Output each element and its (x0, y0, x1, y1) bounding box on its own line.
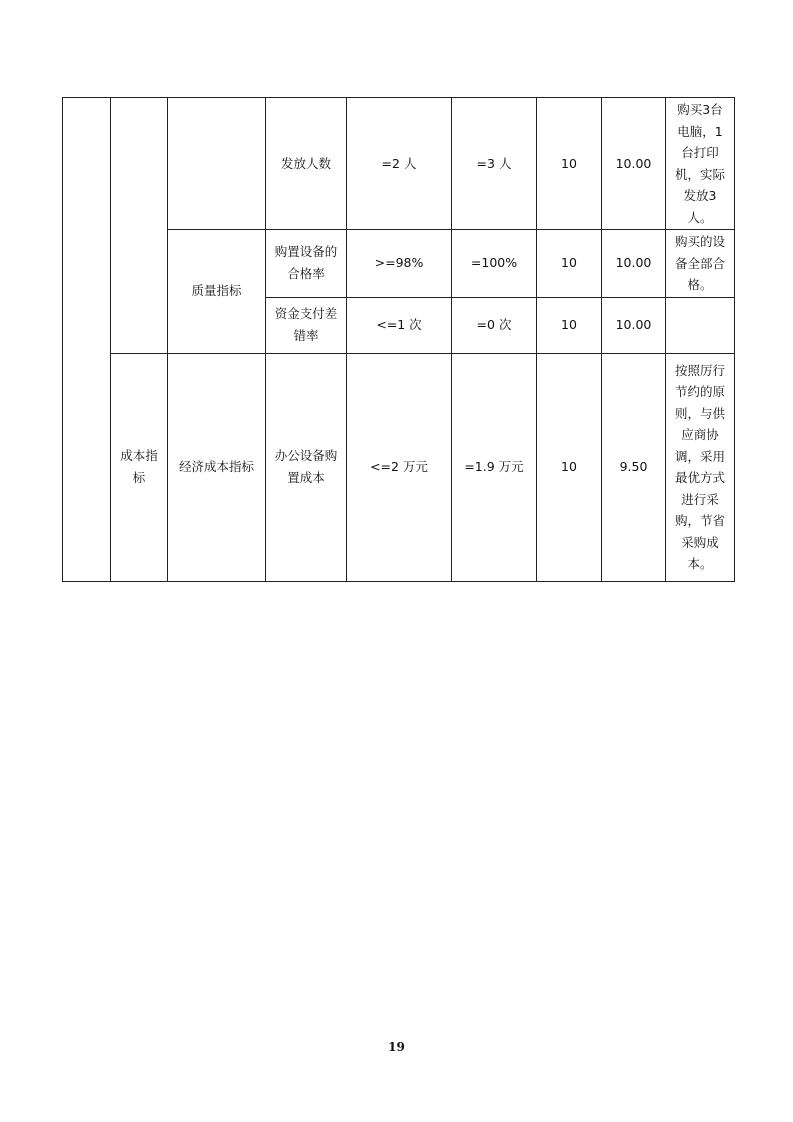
score-cell: 10.00 (602, 98, 666, 230)
actual-value-cell: =0 次 (452, 297, 537, 353)
table-row-issue-count (63, 98, 735, 230)
note-cell: 按照厉行节约的原则，与供应商协调，采用最优方式进行采购，节省采购成本。 (666, 353, 735, 581)
note-cell: 购买的设备全部合格。 (666, 230, 735, 298)
indicator-name-cell: 购置设备的合格率 (266, 230, 347, 298)
actual-value-cell: =3 人 (452, 98, 537, 230)
indicator-name-cell: 发放人数 (266, 98, 347, 230)
target-value-cell: >=98% (347, 230, 452, 298)
score-cell: 9.50 (602, 353, 666, 581)
indicator-name-cell: 办公设备购置成本 (266, 353, 347, 581)
page-number: 19 (388, 1040, 405, 1054)
target-value-cell: <=2 万元 (347, 353, 452, 581)
performance-indicator-table (62, 97, 735, 582)
actual-value-cell: =1.9 万元 (452, 353, 537, 581)
indicator-name-cell: 资金支付差错率 (266, 297, 347, 353)
score-cell: 10.00 (602, 297, 666, 353)
outer-category-cell (63, 98, 111, 582)
note-cell (666, 297, 735, 353)
weight-cell: 10 (537, 98, 602, 230)
first-level-category-cell (111, 98, 168, 354)
weight-cell: 10 (537, 353, 602, 581)
table-row-equipment-cost (63, 353, 735, 581)
actual-value-cell: =100% (452, 230, 537, 298)
note-cell: 购买3台电脑，1台打印机，实际发放3人。 (666, 98, 735, 230)
score-cell: 10.00 (602, 230, 666, 298)
weight-cell: 10 (537, 230, 602, 298)
weight-cell: 10 (537, 297, 602, 353)
second-level-category-cell (168, 98, 266, 230)
cost-indicator-category-cell: 成本指标 (111, 353, 168, 581)
target-value-cell: =2 人 (347, 98, 452, 230)
quality-indicator-category-cell: 质量指标 (168, 230, 266, 354)
target-value-cell: <=1 次 (347, 297, 452, 353)
economic-cost-category-cell: 经济成本指标 (168, 353, 266, 581)
